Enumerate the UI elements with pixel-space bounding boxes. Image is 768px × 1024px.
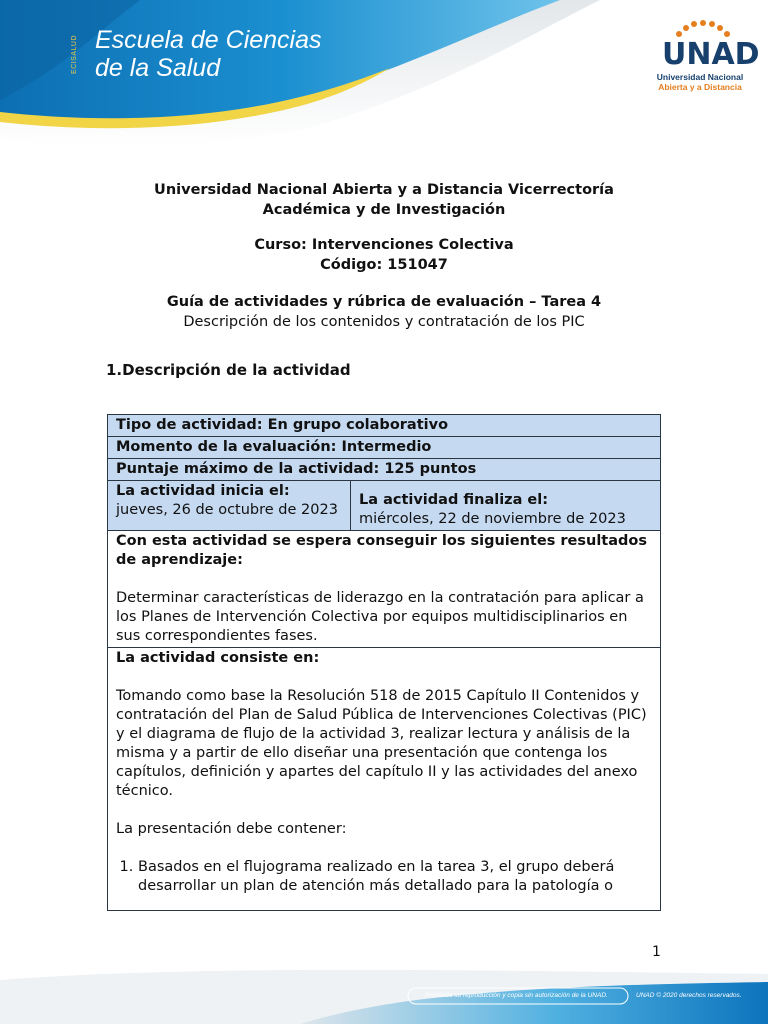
requirements-list bbox=[116, 858, 652, 896]
activity-type-cell: Tipo de actividad: En grupo colaborativo bbox=[108, 415, 661, 437]
consists-text: Tomando como base la Resolución 518 de 2015 Capítulo II Contenidos y contratación del Plan de Salud Pública de Intervenciones Colectivas (PIC) y el diagrama de flujo de la actividad 3, realizar lectura y análisis de la misma y a partir de ello diseñar una presentación que contenga los capítulos, definición y apartes del capítulo II y las actividades del anexo técnico. bbox=[116, 688, 647, 799]
footer-rights: UNAD © 2020 derechos reservados. bbox=[636, 992, 742, 999]
school-name-line2: de la Salud bbox=[95, 54, 221, 82]
end-date: miércoles, 22 de noviembre de 2023 bbox=[359, 511, 626, 527]
guide-name: Guía de actividades y rúbrica de evaluación – Tarea 4 bbox=[166, 294, 602, 310]
max-score-cell: Puntaje máximo de la actividad: 125 puntos bbox=[108, 459, 661, 481]
outcomes-cell bbox=[108, 531, 661, 648]
guide-title bbox=[0, 292, 768, 332]
outcomes-heading: Con esta actividad se espera conseguir los siguientes resultados de aprendizaje: bbox=[116, 533, 647, 568]
logo-letters: UNAD bbox=[662, 37, 760, 72]
course-title bbox=[0, 235, 768, 275]
consists-cell bbox=[108, 648, 661, 911]
course-code: Código: 151047 bbox=[320, 257, 448, 273]
start-label: La actividad inicia el: bbox=[116, 483, 290, 499]
outcomes-text: Determinar características de liderazgo en la contratación para aplicar a los Planes de Intervención Colectiva por equipos multidisciplinarios en sus correspondientes fases. bbox=[116, 590, 644, 644]
list-item: 1. Basados en el flujograma realizado en la tarea 3, el grupo deberá desarrollar un plan de atención más detallado para la patología o bbox=[138, 858, 652, 896]
start-date-cell bbox=[108, 481, 351, 531]
footer-notice: Prohibida su reproducción y copia sin autorización de la UNAD. bbox=[425, 992, 608, 999]
logo-caption-line2: Abierta y a Distancia bbox=[658, 82, 742, 92]
end-date-cell bbox=[351, 481, 661, 531]
start-date: jueves, 26 de octubre de 2023 bbox=[116, 502, 338, 518]
university-line1: Universidad Nacional Abierta y a Distancia Vicerrectoría bbox=[154, 182, 614, 198]
school-name bbox=[95, 26, 322, 82]
side-tag: ECISALUD bbox=[71, 34, 78, 74]
guide-description: Descripción de los contenidos y contratación de los PIC bbox=[183, 314, 585, 330]
consists-heading: La actividad consiste en: bbox=[116, 650, 320, 666]
school-name-line1: Escuela de Ciencias bbox=[95, 26, 322, 54]
evaluation-moment-cell: Momento de la evaluación: Intermedio bbox=[108, 437, 661, 459]
course-name: Curso: Intervenciones Colectiva bbox=[254, 237, 514, 253]
university-line2: Académica y de Investigación bbox=[262, 202, 506, 218]
section-heading: 1.Descripción de la actividad bbox=[106, 361, 351, 379]
logo-caption bbox=[650, 72, 750, 92]
university-title bbox=[0, 180, 768, 220]
end-label: La actividad finaliza el: bbox=[359, 492, 549, 508]
presentation-intro: La presentación debe contener: bbox=[116, 821, 347, 837]
page-number: 1 bbox=[652, 944, 661, 960]
activity-table bbox=[107, 414, 661, 911]
logo-caption-line1: Universidad Nacional bbox=[656, 72, 744, 82]
